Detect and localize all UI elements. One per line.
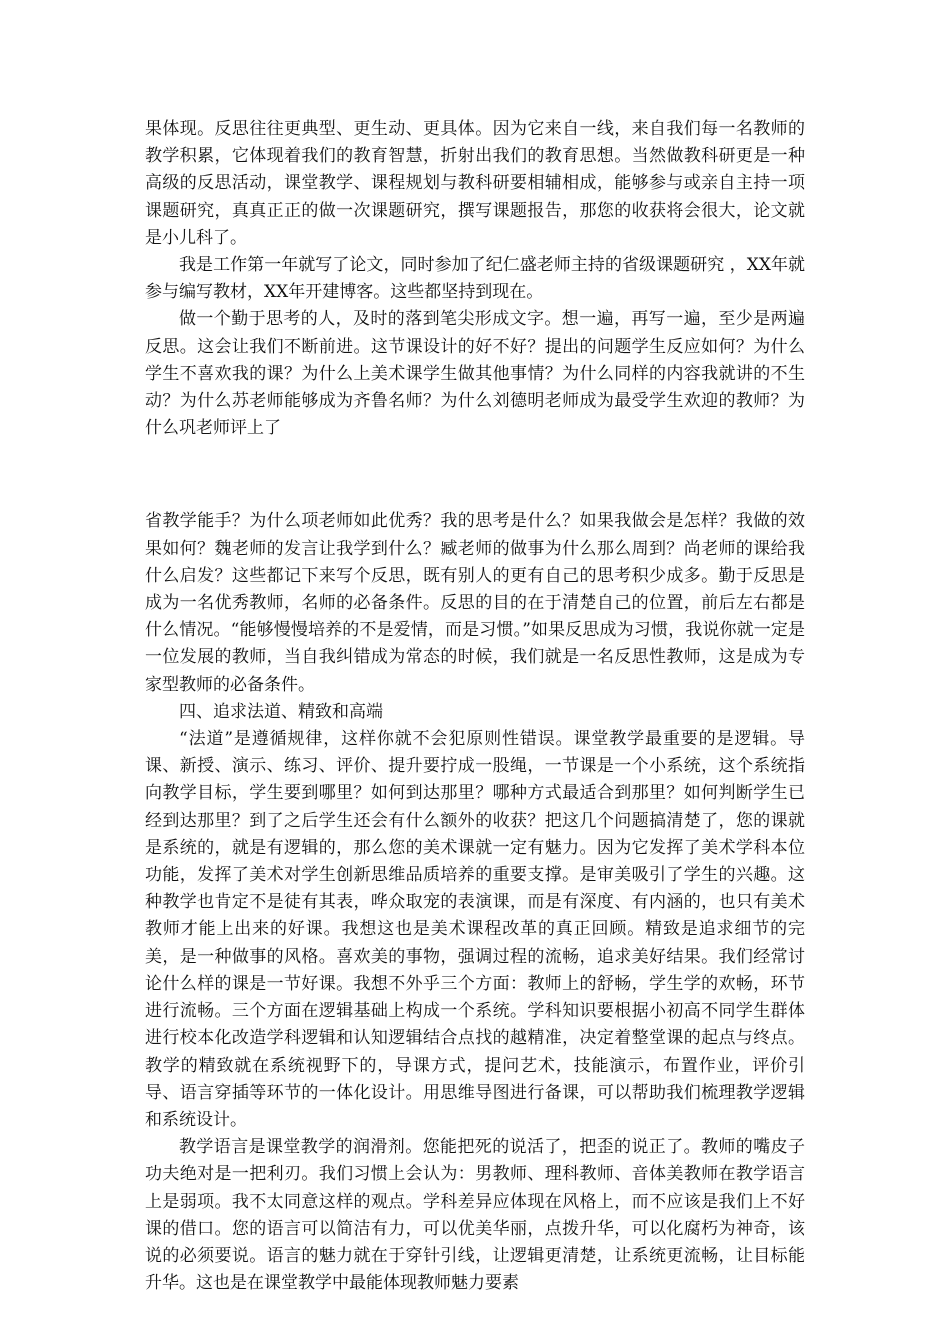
page-break-gap bbox=[145, 442, 805, 508]
paragraph: 省教学能手？为什么项老师如此优秀？我的思考是什么？如果我做会是怎样？我做的效果如何？魏老师的发言让我学到什么？臧老师的做事为什么那么周到？尚老师的课给我什么启发？这些都记下来写个反思，既有别人的更有自己的思考积少成多。勤于反思是成为一名优秀教师，名师的必备条件。反思的目的在于清楚自己的位置，前后左右都是什么情况。“能够慢慢培养的不是爱情，而是习惯。”如果反思成为习惯，我说你就一定是一位发展的教师，当自我纠错成为常态的时候，我们就是一名反思性教师，这是成为专家型教师的必备条件。 bbox=[145, 511, 805, 695]
paragraph: 果体现。反思往往更典型、更生动、更具体。因为它来自一线，来自我们每一名教师的教学积累，它体现着我们的教育智慧，折射出我们的教育思想。当然做教科研更是一种高级的反思活动，课堂教学、课程规划与教科研要相辅相成，能够参与或亲自主持一项课题研究，真真正正的做一次课题研究，撰写课题报告，那您的收获将会很大，论文就是小儿科了。 bbox=[145, 119, 805, 248]
paragraph: “法道”是遵循规律，这样你就不会犯原则性错误。课堂教学最重要的是逻辑。导课、新授、演示、练习、评价、提升要拧成一股绳，一节课是一个小系统，这个系统指向教学目标，学生要到哪里？如何到达那里？哪种方式最适合到那里？如何判断学生已经到达那里？到了之后学生还会有什么额外的收获？把这几个问题搞清楚了，您的课就是系统的，就是有逻辑的，那么您的美术课就一定有魅力。因为它发挥了美术学科本位功能，发挥了美术对学生创新思维品质培养的重要支撑。是审美吸引了学生的兴趣。这种教学也肯定不是徒有其表，哗众取宠的表演课，而是有深度、有内涵的，也只有美术教师才能上出来的好课。我想这也是美术课程改革的真正回顾。精致是追求细节的完美，是一种做事的风格。喜欢美的事物，强调过程的流畅，追求美好结果。我们经常讨论什么样的课是一节好课。我想不外乎三个方面：教师上的舒畅，学生学的欢畅，环节进行流畅。三个方面在逻辑基础上构成一个系统。学科知识要根据小初高不同学生群体进行校本化改造学科逻辑和认知逻辑结合点找的越精准，决定着整堂课的起点与终点。教学的精致就在系统视野下的，导课方式，提问艺术，技能演示，布置作业，评价引导、语言穿插等环节的一体化设计。用思维导图进行备课，可以帮助我们梳理教学逻辑和系统设计。 bbox=[145, 729, 805, 1130]
paragraph: 做一个勤于思考的人，及时的落到笔尖形成文字。想一遍，再写一遍，至少是两遍反思。这会让我们不断前进。这节课设计的好不好？提出的问题学生反应如何？为什么学生不喜欢我的课？为什么上美术课学生做其他事情？为什么同样的内容我就讲的不生动？为什么苏老师能够成为齐鲁名师？为什么刘德明老师成为最受学生欢迎的教师？为什么巩老师评上了 bbox=[145, 309, 805, 439]
paragraph: 教学语言是课堂教学的润滑剂。您能把死的说活了，把歪的说正了。教师的嘴皮子功夫绝对是一把利刃。我们习惯上会认为：男教师、理科教师、音体美教师在教学语言上是弱项。我不太同意这样的观点。学科差异应体现在风格上，而不应该是我们上不好课的借口。您的语言可以简洁有力，可以优美华丽，点拨升华，可以化腐朽为神奇，该说的必须要说。语言的魅力就在于穿针引线，让逻辑更清楚，让系统更流畅，让目标能升华。这也是在课堂教学中最能体现教师魅力要素 bbox=[145, 1137, 805, 1294]
document-body bbox=[145, 116, 805, 1297]
section-before-gap bbox=[145, 116, 805, 442]
section-heading: 四、追求法道、精致和高端 bbox=[179, 701, 383, 722]
paragraph: 我是工作第一年就写了论文，同时参加了纪仁盛老师主持的省级课题研究 ，XX年就参与编写教材，XX年开建博客。这些都坚持到现在。 bbox=[145, 255, 805, 303]
section-after-gap bbox=[145, 508, 805, 1297]
